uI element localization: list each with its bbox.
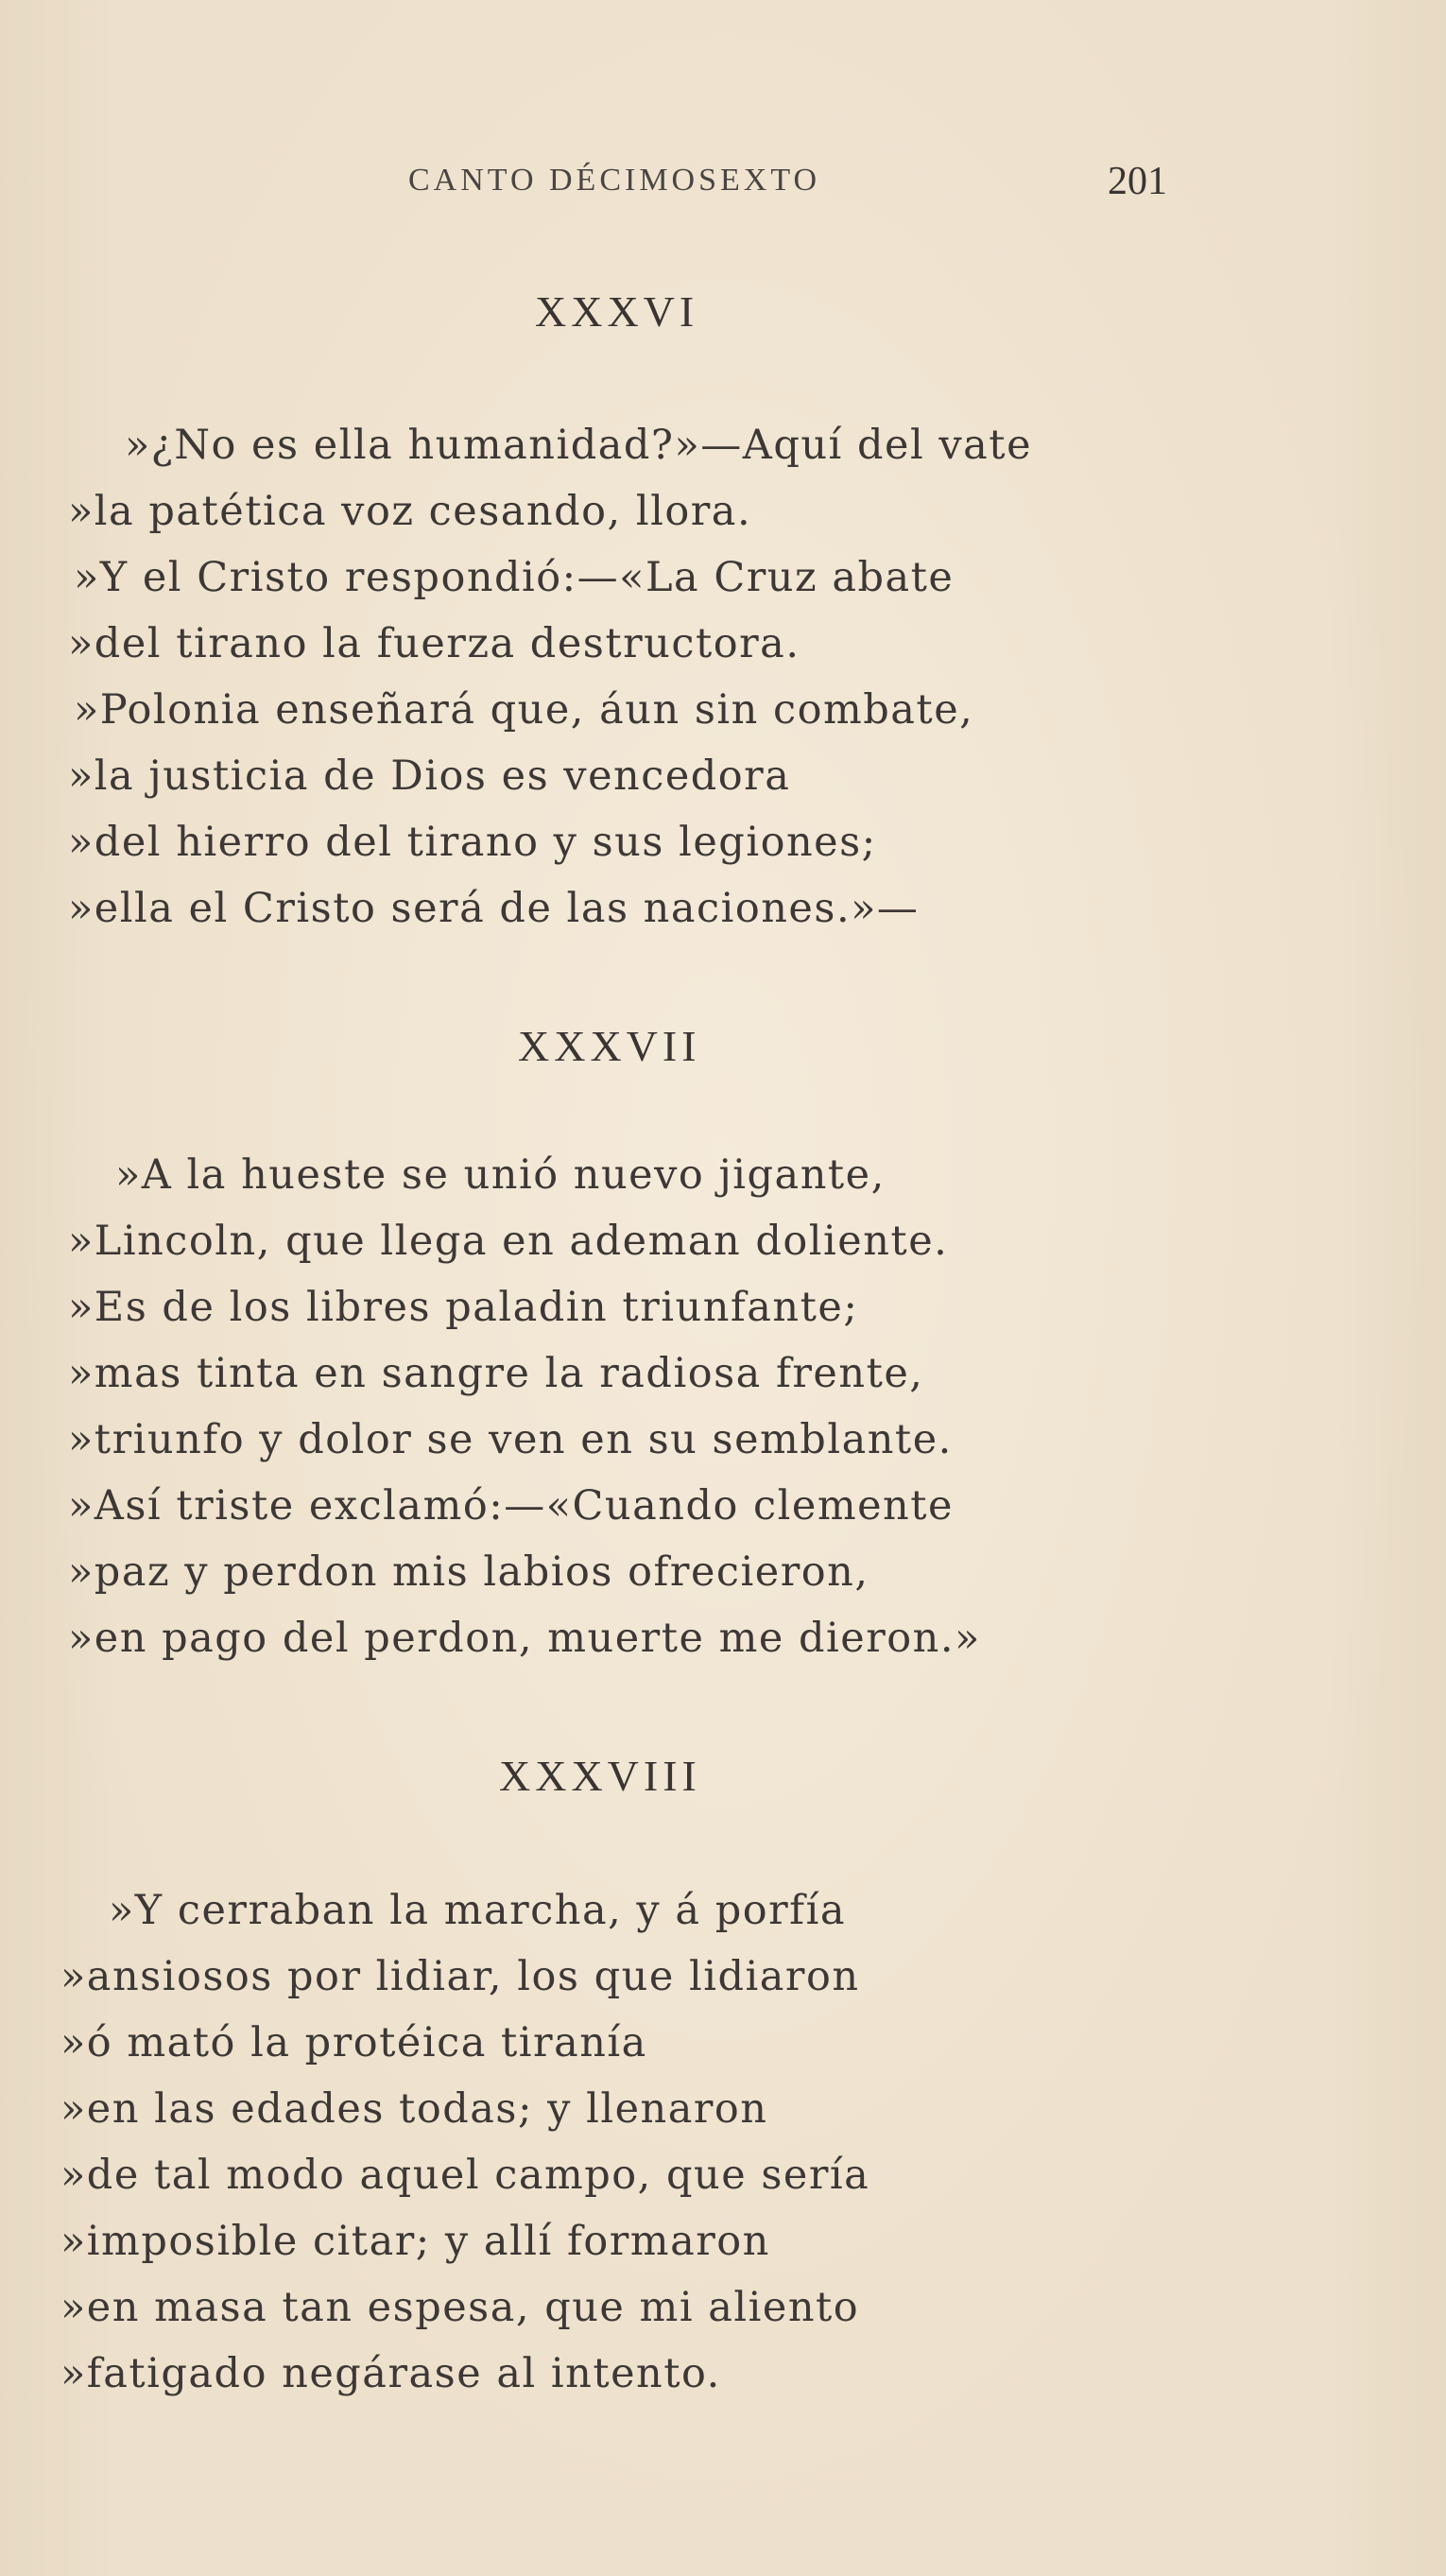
stanza-heading: XXXVIII: [499, 1752, 701, 1800]
verse-line: »imposible citar; y allí formaron: [60, 2218, 770, 2265]
verse-line: »en las edades todas; y llenaron: [60, 2085, 768, 2133]
verse-line: »Y el Cristo respondió:—«La Cruz abate: [74, 554, 955, 601]
verse-line: »Así triste exclamó:—«Cuando clemente: [68, 1482, 954, 1530]
verse-line: »del tirano la fuerza destructora.: [68, 620, 800, 667]
verse-line: »en pago del perdon, muerte me dieron.»: [68, 1615, 981, 1662]
verse-line: »ansiosos por lidiar, los que lidiaron: [60, 1953, 860, 2000]
verse-line: »Es de los libres paladin triunfante;: [68, 1284, 859, 1331]
verse-line: »mas tinta en sangre la radiosa frente,: [68, 1350, 924, 1397]
stanza-heading: XXXVI: [535, 287, 699, 336]
verse-line: »en masa tan espesa, que mi aliento: [60, 2284, 860, 2331]
verse-line: »Y cerraban la marcha, y á porfía: [109, 1887, 846, 1934]
verse-line: »ella el Cristo será de las naciones.»—: [68, 885, 920, 932]
verse-line: »triunfo y dolor se ven en su semblante.: [68, 1416, 953, 1463]
page-number: 201: [1108, 160, 1167, 203]
verse-line: »paz y perdon mis labios ofrecieron,: [68, 1548, 869, 1596]
verse-line: »Polonia enseñará que, áun sin combate,: [74, 686, 974, 734]
verse-line: »¿No es ella humanidad?»—Aquí del vate: [125, 422, 1033, 469]
verse-line: »la patética voz cesando, llora.: [68, 488, 752, 535]
verse-line: »ó mató la protéica tiranía: [60, 2019, 647, 2066]
verse-line: »la justicia de Dios es vencedora: [68, 752, 791, 800]
verse-line: »del hierro del tirano y sus legiones;: [68, 819, 877, 866]
verse-line: »A la hueste se unió nuevo jigante,: [115, 1151, 886, 1199]
verse-line: »de tal modo aquel campo, que sería: [60, 2152, 870, 2199]
verse-line: »fatigado negárase al intento.: [60, 2350, 721, 2397]
stanza-heading: XXXVII: [518, 1022, 701, 1070]
running-head: [0, 160, 1446, 210]
running-title: CANTO DÉCIMOSEXTO: [408, 163, 821, 198]
verse-line: »Lincoln, que llega en ademan doliente.: [68, 1218, 949, 1265]
